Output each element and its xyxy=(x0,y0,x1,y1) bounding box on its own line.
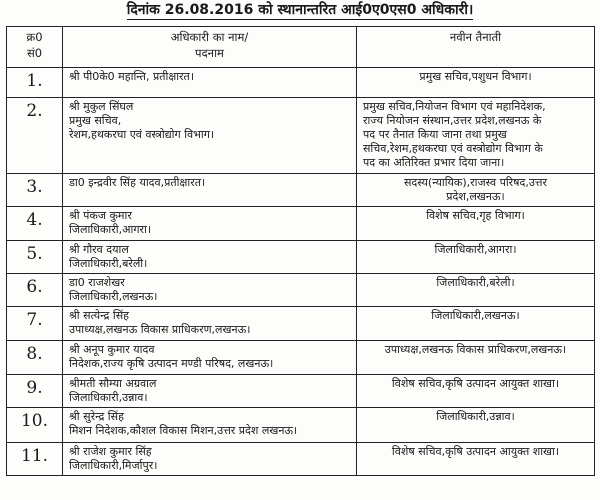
officer-cell xyxy=(63,174,357,207)
officer-cell xyxy=(63,375,357,408)
officer-cell xyxy=(63,241,357,274)
posting-header: नवीन तैनाती xyxy=(357,27,595,68)
table-row xyxy=(7,241,595,274)
posting-line: उपाध्यक्ष,लखनऊ विकास प्राधिकरण,लखनऊ। xyxy=(384,343,567,356)
posting-line: सचिव,रेशम,हथकरघा एवं वस्त्रोद्योग विभाग के xyxy=(363,142,543,155)
officer-cell xyxy=(63,68,357,98)
officer-line: डा0 इन्द्रवीर सिंह यादव,प्रतीक्षारत। xyxy=(69,176,206,189)
officer-line: जिलाधिकारी,मिर्जापुर। xyxy=(69,459,158,472)
officer-line: डा0 राजशेखर xyxy=(69,276,125,289)
officer-cell xyxy=(63,408,357,443)
posting-cell xyxy=(357,307,595,341)
serial-number: 10. xyxy=(7,408,63,443)
table-row xyxy=(7,174,595,207)
posting-cell xyxy=(357,241,595,274)
serial-header: क्र0 सं0 xyxy=(7,27,63,68)
posting-line: पद पर तैनात किया जाना तथा प्रमुख xyxy=(363,128,507,141)
serial-number: 9. xyxy=(7,375,63,408)
posting-line: जिलाधिकारी,आगरा। xyxy=(434,243,517,256)
table-row xyxy=(7,408,595,443)
posting-cell xyxy=(357,443,595,476)
serial-number: 11. xyxy=(7,443,63,476)
table-header-row xyxy=(7,27,595,68)
posting-line: सदस्य(न्यायिक),राजस्व परिषद,उत्तर xyxy=(404,176,547,189)
document-title: दिनांक 26.08.2016 को स्थानान्तरित आई0ए0एस0 अधिकारी। xyxy=(126,2,474,18)
serial-number: 5. xyxy=(7,241,63,274)
officer-line: रेशम,हथकरघा एवं वस्त्रोद्योग विभाग। xyxy=(69,128,215,141)
officer-line: श्री मुकुल सिंघल xyxy=(69,100,134,113)
posting-line: जिलाधिकारी,लखनऊ। xyxy=(431,309,520,322)
officer-line: श्री सुरेन्द्र सिंह xyxy=(69,410,124,423)
serial-number: 6. xyxy=(7,274,63,307)
officer-line: जिलाधिकारी,बरेली। xyxy=(69,257,148,270)
posting-cell xyxy=(357,68,595,98)
posting-line: राज्य नियोजन संस्थान,उत्तर प्रदेश,लखनऊ के xyxy=(363,114,542,127)
posting-cell xyxy=(357,408,595,443)
table-row xyxy=(7,274,595,307)
officer-line: जिलाधिकारी,आगरा। xyxy=(69,223,152,236)
serial-number: 3. xyxy=(7,174,63,207)
posting-cell xyxy=(357,174,595,207)
serial-number: 8. xyxy=(7,341,63,375)
officer-line: श्री पंकज कुमार xyxy=(69,209,132,222)
officer-header: अधिकारी का नाम/ पदनाम xyxy=(63,27,357,68)
posting-line: पद का अतिरिक्त प्रभार दिया जाना। xyxy=(363,156,505,169)
table-row xyxy=(7,98,595,174)
officer-cell xyxy=(63,98,357,174)
transfer-table xyxy=(6,26,595,476)
serial-number: 1. xyxy=(7,68,63,98)
posting-line: जिलाधिकारी,उन्नाव। xyxy=(436,410,515,423)
officer-line: श्री सत्येन्द्र सिंह xyxy=(69,309,130,322)
posting-cell xyxy=(357,375,595,408)
posting-line: विशेष सचिव,कृषि उत्पादन आयुक्त शाखा। xyxy=(391,445,560,458)
officer-line: श्री पी0के0 महान्ति, प्रतीक्षारत। xyxy=(69,70,194,83)
officer-line: श्री गौरव दयाल xyxy=(69,243,129,256)
table-row xyxy=(7,443,595,476)
officer-line: श्री अनूप कुमार यादव xyxy=(69,343,155,356)
officer-cell xyxy=(63,274,357,307)
posting-cell xyxy=(357,98,595,174)
officer-line: श्री राजेश कुमार सिंह xyxy=(69,445,152,458)
serial-number: 7. xyxy=(7,307,63,341)
table-row xyxy=(7,375,595,408)
posting-cell xyxy=(357,341,595,375)
officer-line: मिशन निदेशक,कौशल विकास मिशन,उत्तर प्रदेश लखनऊ। xyxy=(69,424,298,437)
officer-line: जिलाधिकारी,उन्नाव। xyxy=(69,391,148,404)
officer-line: जिलाधिकारी,लखनऊ। xyxy=(69,290,158,303)
posting-cell xyxy=(357,207,595,241)
serial-number: 4. xyxy=(7,207,63,241)
officer-cell xyxy=(63,307,357,341)
officer-line: प्रमुख सचिव, xyxy=(69,114,122,127)
posting-line: प्रमुख सचिव,पशुधन विभाग। xyxy=(419,70,532,83)
serial-number: 2. xyxy=(7,98,63,174)
posting-line: जिलाधिकारी,बरेली। xyxy=(436,276,515,289)
table-row xyxy=(7,207,595,241)
table-row xyxy=(7,68,595,98)
posting-cell xyxy=(357,274,595,307)
posting-line: प्रदेश,लखनऊ। xyxy=(446,190,505,203)
posting-line: विशेष सचिव,कृषि उत्पादन आयुक्त शाखा। xyxy=(391,377,560,390)
officer-cell xyxy=(63,341,357,375)
officer-line: उपाध्यक्ष,लखनऊ विकास प्राधिकरण,लखनऊ। xyxy=(69,323,251,336)
officer-cell xyxy=(63,443,357,476)
posting-line: प्रमुख सचिव,नियोजन विभाग एवं महानिदेशक, xyxy=(363,100,546,113)
officer-line: निदेशक,राज्य कृषि उत्पादन मण्डी परिषद, लखनऊ। xyxy=(69,357,274,370)
table-row xyxy=(7,341,595,375)
posting-line: विशेष सचिव,गृह विभाग। xyxy=(426,209,525,222)
officer-cell xyxy=(63,207,357,241)
table-row xyxy=(7,307,595,341)
officer-line: श्रीमती सौम्या अग्रवाल xyxy=(69,377,157,390)
